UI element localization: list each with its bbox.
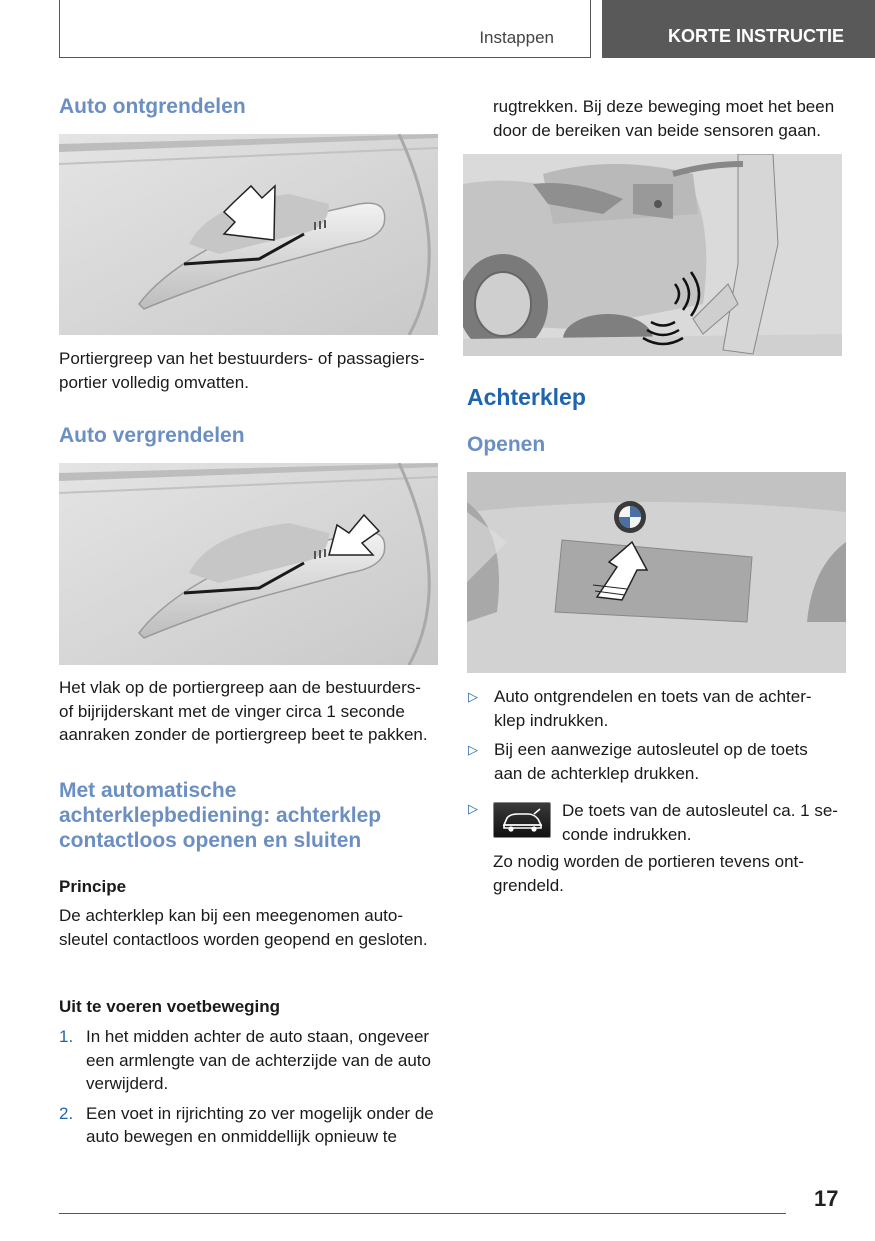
steps-list bbox=[59, 1025, 439, 1155]
instructions-list bbox=[467, 685, 837, 791]
page-number: 17 bbox=[814, 1186, 839, 1211]
footer-divider bbox=[59, 1213, 786, 1214]
list-item bbox=[59, 1025, 439, 1096]
figure-door-handle-lock bbox=[59, 463, 438, 665]
section-title: Instappen bbox=[479, 28, 554, 47]
paragraph-lock: Het vlak op de portiergreep aan de bestuurders- of bijrijderskant met de vinger circa 1 seconde aanraken zonder de portiergreep beet te pakken. bbox=[59, 678, 428, 744]
figure-door-handle-unlock bbox=[59, 134, 438, 335]
step-text: In het midden achter de auto staan, ongeveer een armlengte van de achterzijde van de auto verwijderd. bbox=[86, 1027, 431, 1093]
paragraph-note: Zo nodig worden de portieren tevens ontgrendeld. bbox=[493, 852, 804, 895]
paragraph-unlock: Portiergreep van het bestuurders- of passagiersportier volledig omvatten. bbox=[59, 349, 425, 392]
key-instruction-text: De toets van de autosleutel ca. 1 seconde indrukken. bbox=[562, 801, 838, 844]
bmw-logo bbox=[614, 501, 646, 533]
bullet-triangle-icon: ▷ bbox=[468, 689, 478, 704]
paragraph-principe: De achterklep kan bij een meegenomen autosleutel contactloos worden geopend en gesloten. bbox=[59, 906, 428, 949]
heading-openen: Openen bbox=[467, 433, 546, 456]
bullet-triangle-icon: ▷ bbox=[468, 801, 478, 816]
paragraph-continued: rugtrekken. Bij deze beweging moet het been door de bereiken van beide sensoren gaan. bbox=[493, 97, 835, 140]
step-number: 2. bbox=[59, 1103, 74, 1123]
bullet-text: Bij een aanwezige autosleutel op de toets aan de achterklep drukken. bbox=[494, 740, 808, 783]
step-text: Een voet in rijrichting zo ver mogelijk onder de auto bewegen en onmiddellijk opnieuw te bbox=[86, 1103, 434, 1146]
list-item bbox=[59, 1102, 439, 1149]
list-item bbox=[467, 738, 837, 785]
bullet-text: Auto ontgrendelen en toets van de achterklep indrukken. bbox=[494, 687, 812, 730]
heading-lock: Auto vergrendelen bbox=[59, 424, 245, 447]
heading-foot-movement: Uit te voeren voetbeweging bbox=[59, 997, 281, 1016]
figure-tailgate-button bbox=[467, 472, 846, 673]
chapter-tab: KORTE INSTRUCTIE bbox=[602, 0, 875, 58]
car-trunk-icon bbox=[493, 802, 551, 838]
header-frame bbox=[59, 0, 591, 58]
step-number: 1. bbox=[59, 1027, 74, 1046]
list-item bbox=[467, 685, 837, 732]
heading-unlock: Auto ontgrendelen bbox=[59, 95, 246, 118]
heading-achterklep: Achterklep bbox=[467, 384, 586, 410]
heading-principe: Principe bbox=[59, 877, 127, 896]
bullet-triangle-icon: ▷ bbox=[468, 742, 478, 757]
heading-automatic-tailgate: Met automatische achterklepbediening: achterklep contactloos openen en sluiten bbox=[59, 779, 382, 852]
figure-foot-sensor bbox=[463, 154, 842, 356]
